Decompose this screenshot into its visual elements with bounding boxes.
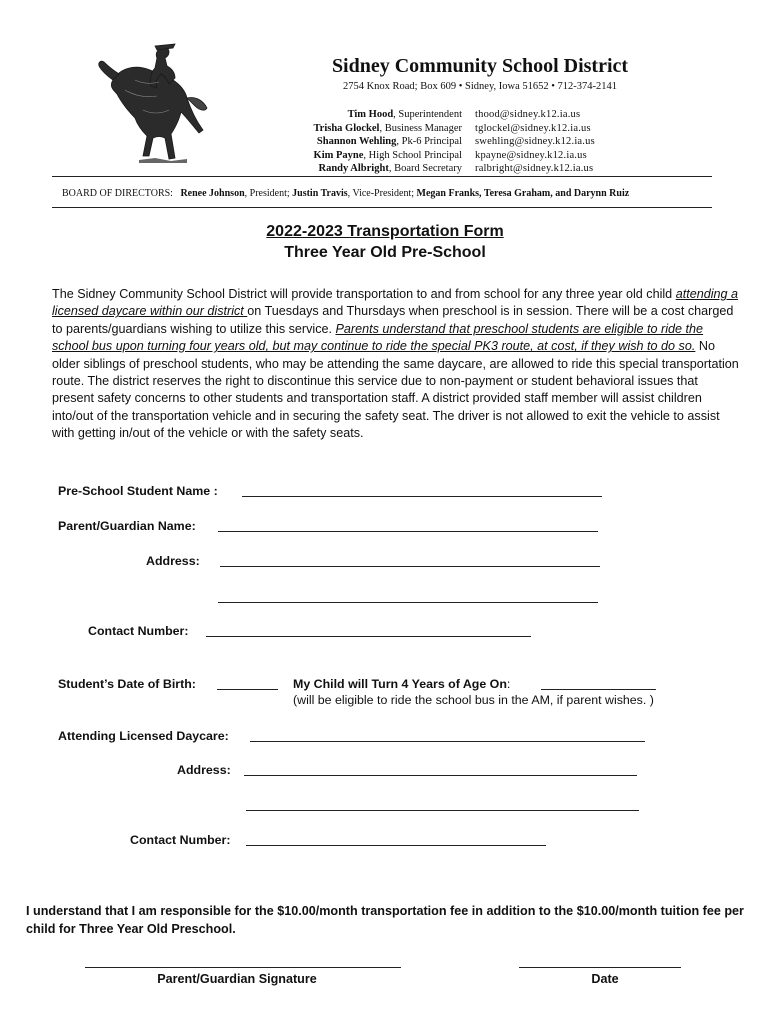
daycare-address-field-2[interactable] [246, 810, 639, 811]
guardian-address-field-2[interactable] [218, 602, 598, 603]
turn-four-field[interactable] [541, 689, 656, 690]
staff-row: Shannon Wehling, Pk-6 Principal [316, 136, 462, 147]
guardian-name-label: Parent/Guardian Name: [58, 519, 196, 533]
staff-email[interactable]: swehling@sidney.k12.ia.us [475, 136, 595, 147]
staff-email[interactable]: kpayne@sidney.k12.ia.us [475, 149, 587, 161]
staff-names [250, 108, 462, 176]
staff-emails [475, 108, 675, 176]
header-divider-bottom [52, 207, 712, 208]
staff-row: Tim Hood, Superintendent [347, 109, 462, 120]
daycare-address-field-1[interactable] [244, 775, 637, 776]
daycare-contact-field[interactable] [246, 845, 546, 846]
guardian-contact-label: Contact Number: [88, 624, 189, 638]
daycare-address-label: Address: [177, 763, 231, 777]
date-label: Date [591, 972, 619, 986]
daycare-label: Attending Licensed Daycare: [58, 729, 229, 743]
date-field[interactable] [519, 967, 681, 968]
signature-label: Parent/Guardian Signature [157, 972, 317, 986]
daycare-field[interactable] [250, 741, 645, 742]
guardian-contact-field[interactable] [206, 636, 531, 637]
daycare-contact-label: Contact Number: [130, 833, 231, 847]
staff-row: Randy Albright, Board Secretary [318, 163, 462, 174]
form-subtitle: Three Year Old Pre-School [284, 244, 486, 261]
staff-row: Kim Payne, High School Principal [313, 149, 462, 161]
guardian-address-field-1[interactable] [220, 566, 600, 567]
header-divider-top [52, 176, 712, 177]
district-name: Sidney Community School District [331, 55, 629, 77]
staff-email[interactable]: thood@sidney.k12.ia.us [475, 109, 581, 120]
turn-four-label: My Child will Turn 4 Years of Age On: [293, 677, 511, 691]
turn-four-note: (will be eligible to ride the school bus in the AM, if parent wishes. ) [293, 693, 654, 707]
acknowledgement-text: I understand that I am responsible for the $10.00/month transportation fee in addition to the $10.00/month tuition fee per child for Three Year Old Preschool. [26, 904, 744, 936]
staff-email[interactable]: ralbright@sidney.k12.ia.us [475, 163, 594, 174]
dob-field[interactable] [217, 689, 278, 690]
dob-label: Student’s Date of Birth: [58, 677, 196, 691]
intro-paragraph: The Sidney Community School District will provide transportation to and from school for any three year old child attending a licensed daycare within our district on Tuesdays and Thursdays when preschool is in session. There will be a cost charged to parents/guardians wishing to utilize this service. Parents understand that preschool students are eligible to ride the school bus upon turning four years old, but may continue to ride the special PK3 route, at cost, if they wish to do so. No older siblings of preschool students, who may be attending the same daycare, are allowed to ride this special transportation route. The district reserves the right to discontinue this service due to non-payment or student behavioral issues that present safety concerns to other students and transportation staff. A district provided staff member will assist children into/out of the transportation vehicle and in securing the safety seat. The driver is not allowed to exit the vehicle to assist with getting in/out of the vehicle or with the safety seats. [52, 287, 739, 441]
student-name-field[interactable] [242, 496, 602, 497]
board-of-directors: BOARD OF DIRECTORS: Renee Johnson, President; Justin Travis, Vice-President; Megan Franks, Teresa Graham, and Darynn Ruiz [62, 188, 630, 199]
district-address: 2754 Knox Road; Box 609 • Sidney, Iowa 51652 • 712-374-2141 [342, 81, 618, 92]
guardian-name-field[interactable] [218, 531, 598, 532]
staff-email[interactable]: tglockel@sidney.k12.ia.us [475, 122, 591, 134]
guardian-address-label: Address: [146, 554, 200, 568]
signature-field[interactable] [85, 967, 401, 968]
bucking-bronco-logo-icon [95, 40, 215, 165]
form-title: 2022-2023 Transportation Form [266, 223, 504, 240]
staff-row: Trisha Glockel, Business Manager [313, 122, 462, 134]
student-name-label: Pre-School Student Name : [58, 484, 218, 498]
